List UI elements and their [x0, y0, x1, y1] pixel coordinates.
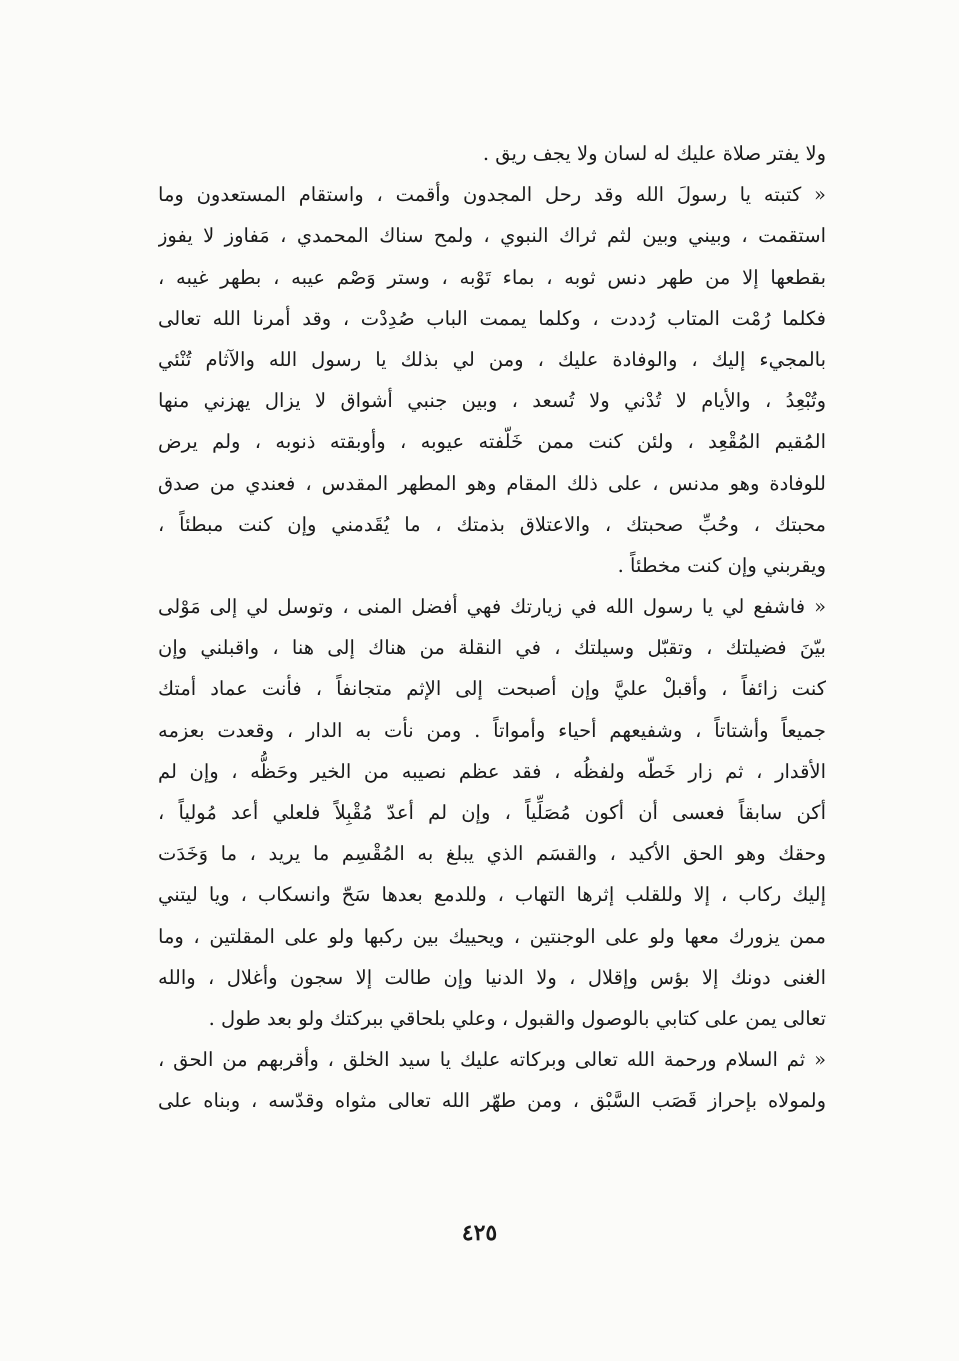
- text-line: تعالى يمن على كتابي بالوصول والقبول ، وعلي بلحاقي ببركتك ولو بعد طول .: [208, 1006, 826, 1030]
- text-line: محبتك ، وحُبِّ صحبتك ، والاعتلاق بذمتك ، ما يُقَدمني وإن كنت مبطئاً ،: [158, 512, 826, 536]
- text-line: « كتبته يا رسولَ الله وقد رحل المجدون وأقمت ، واستقام المستعدون وما: [158, 183, 826, 207]
- text-line: فكلما رُمْت المتاب رُددت ، وكلما يممت الباب صُدِدْت ، وقد أمرنا الله تعالى: [158, 306, 826, 330]
- page-number: ٤٢٥: [461, 1220, 498, 1246]
- text-line: استقمت ، وبيني وبين لثم ثراك النبوي ، ولمح سناك المحمدي ، مَفاوز لا يفوز: [158, 224, 826, 248]
- page-text-block: [158, 133, 826, 1122]
- text-line: « ثم السلام ورحمة الله تعالى وبركاته عليك يا سيد الخلق ، وأقربهم من الحق ،: [158, 1048, 826, 1072]
- text-line: ولمولاه بإحراز قَصَب السَّبْق ، ومن طهّر الله تعالى مثواه وقدّسه ، وبناه على: [158, 1089, 826, 1113]
- text-line: المُقيم المُقْعِد ، ولئن كنت ممن خَلّفته عيوبه ، وأوبقته ذنوبه ، ولم يرض: [158, 430, 826, 454]
- text-line: ويقربني وإن كنت مخطئاً .: [617, 553, 826, 577]
- text-line: للوفادة وهو مدنس ، على ذلك المقام وهو المطهر المقدس ، فعندي من صدق: [158, 471, 826, 495]
- text-line: ولا يفتر صلاة عليك له لسان ولا يجف ريق .: [482, 142, 826, 165]
- text-line: أكن سابقاً فعسى أن أكون مُصَلِّياً ، وإن لم أعدّ مُقْبِلاً فلعلي أعد مُولياً ،: [158, 801, 826, 824]
- text-line: بقطعها إلا من طهر دنس ثوبه ، بماء تَوْبه ، وستر وَصْم عيبه ، بطهر غيبه ،: [158, 265, 826, 289]
- text-line: جميعاً وأشتاتاً ، وشفيعهم أحياء وأمواتاً . ومن نأت به الدار ، وقعدت بعزمه: [158, 718, 826, 742]
- text-line: الأقدار ، ثم زار خَطّه ولفظُه ، فقد عظم نصيبه من الخير وحَظُّه ، وإن لم: [158, 759, 826, 783]
- text-line: الغنى دونك إلا بؤس وإقلال ، ولا الدنيا وإن طالت إلا سجون وأغلال ، والله: [158, 965, 826, 989]
- text-line: وحقك وهو الحق الأكيد ، والقسَم الذي يبلغ به المُقْسِم ما يريد ، ما وَخَدَت: [158, 842, 826, 866]
- text-line: إليك ركاب ، إلا وللقلب إثرها التهاب ، وللدمع بعدها سَحّ وانسكاب ، ويا ليتني: [158, 883, 826, 907]
- text-line: وتُبْعِدُ ، والأيام لا تُدْني ولا تُسعد ، وبين جنبي أشواق لا يزال يهزني منها: [158, 389, 826, 413]
- text-line: بيّنَ فضيلتك ، وتقبّل وسيلتك ، في النقلة من هناك إلى هنا ، واقبلني وإن: [158, 636, 826, 660]
- text-line: كنت زائفاً ، وأقبلْ عليَّ وإن أصبحت إلى الإثم متجانفاً ، فأنت عماد أمتك: [158, 677, 826, 701]
- text-line: ممن يزورك معها ولو على الوجنتين ، ويحييك بين ركبها ولو على المقلتين ، وما: [158, 924, 826, 948]
- text-line: بالمجيء إليك ، والوفادة عليك ، ومن لي بذلك يا رسول الله والآثام تُنْئي: [158, 347, 826, 371]
- text-line: « فاشفع لي يا رسول الله في زيارتك فهي أفضل المنى ، وتوسل لي إلى مَوْلى: [158, 595, 826, 619]
